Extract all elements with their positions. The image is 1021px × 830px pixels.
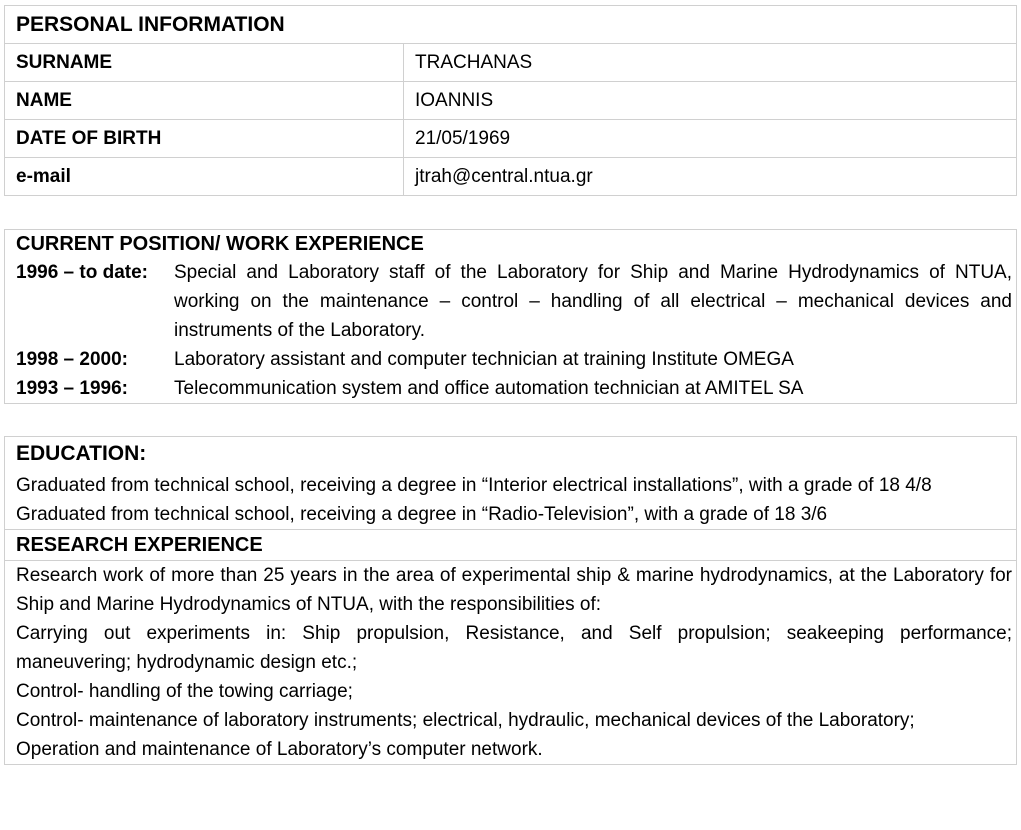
email-label: e-mail <box>5 158 404 196</box>
email-value: jtrah@central.ntua.gr <box>404 158 1017 196</box>
work-item-description: Special and Laboratory staff of the Laboratory for Ship and Marine Hydrodynamics of NTUA, working on the maintenance – control – handling of all electrical – mechanical devices and instruments of the Laboratory. <box>174 262 1012 341</box>
work-item <box>5 258 1016 345</box>
work-experience-section <box>4 229 1017 404</box>
research-line: Carrying out experiments in: Ship propulsion, Resistance, and Self propulsion; seakeeping performance; maneuvering; hydrodynamic design etc.; <box>16 623 1012 673</box>
table-row <box>5 120 1017 158</box>
research-line: Control- maintenance of laboratory instruments; electrical, hydraulic, mechanical devices of the Laboratory; <box>16 710 915 731</box>
name-value: IOANNIS <box>404 82 1017 120</box>
education-line: Graduated from technical school, receiving a degree in “Radio-Television”, with a grade of 18 3/6 <box>16 504 828 525</box>
research-line: Operation and maintenance of Laboratory’s computer network. <box>16 739 543 760</box>
work-item-date: 1996 – to date: <box>16 262 148 283</box>
education-research-section <box>4 436 1017 765</box>
work-item-date: 1998 – 2000: <box>16 349 128 370</box>
work-item <box>5 374 1016 403</box>
date-of-birth-value: 21/05/1969 <box>404 120 1017 158</box>
research-line: Research work of more than 25 years in the area of experimental ship & marine hydrodynamics, at the Laboratory for Ship and Marine Hydrodynamics of NTUA, with the responsibilities of: <box>5 560 1016 619</box>
table-row <box>5 44 1017 82</box>
education-line: Graduated from technical school, receiving a degree in “Interior electrical installations”, with a grade of 18 4/8 <box>16 475 932 496</box>
work-item-description: Telecommunication system and office automation technician at AMITEL SA <box>174 378 804 399</box>
table-row <box>5 82 1017 120</box>
personal-information-table <box>4 5 1017 196</box>
work-item <box>5 345 1016 374</box>
surname-value: TRACHANAS <box>404 44 1017 82</box>
research-line: Control- handling of the towing carriage; <box>16 681 353 702</box>
work-experience-heading: CURRENT POSITION/ WORK EXPERIENCE <box>16 233 424 255</box>
education-heading: EDUCATION: <box>16 442 147 465</box>
work-item-date: 1993 – 1996: <box>16 378 128 399</box>
work-item-description: Laboratory assistant and computer technician at training Institute OMEGA <box>174 349 794 370</box>
research-heading: RESEARCH EXPERIENCE <box>5 529 1016 560</box>
table-row <box>5 158 1017 196</box>
surname-label: SURNAME <box>5 44 404 82</box>
date-of-birth-label: DATE OF BIRTH <box>5 120 404 158</box>
personal-information-section <box>4 5 1017 196</box>
table-row <box>5 6 1017 44</box>
name-label: NAME <box>5 82 404 120</box>
personal-information-heading: PERSONAL INFORMATION <box>5 6 1017 44</box>
